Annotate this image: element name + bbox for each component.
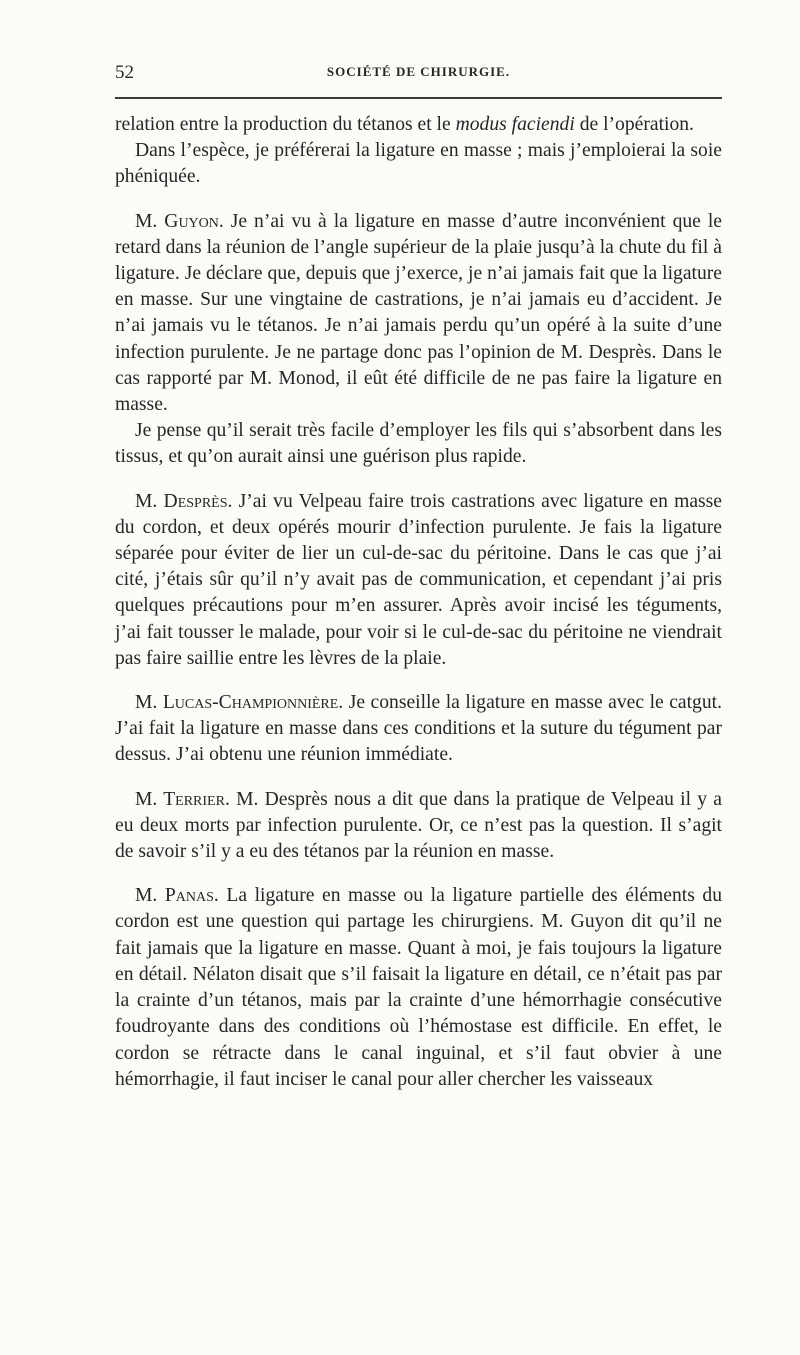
speaker-paragraph: M. Lucas-Championnière. Je conseille la ligature en masse avec le catgut. J’ai fait la ligature en masse dans ces conditions et la suture du tégument par dessus. J’ai obtenu une réunion immédiate. [115,692,722,766]
speaker-name: M. Desprès. [135,490,233,512]
speaker-paragraph: M. Desprès. J’ai vu Velpeau faire trois castrations avec ligature en masse du cordon, et deux opérés mourir d’infection purulente. Je fais la ligature séparée pour éviter de lier un cul-de-sac du péritoine. Dans le cas que j’ai cité, j’étais sûr qu’il n’y avait pas de communication, et cependant j’ai pris quelques précautions pour m’en assurer. Après avoir incisé les téguments, j’ai fait tousser le malade, pour voir si le cul-de-sac du péritoine ne viendrait pas faire saillie entre les lèvres de la plaie. [115,490,722,669]
speaker-name: M. Terrier. [135,788,230,810]
page-header [115,62,722,88]
paragraph-continuation: relation entre la production du tétanos et le modus faciendi de l’opération. [115,114,694,135]
running-title: SOCIÉTÉ DE CHIRURGIE. [326,64,511,79]
speaker-name: M. Lucas-Championnière. [135,692,344,714]
latin-phrase: modus faciendi [455,114,575,135]
speaker-paragraph: M. Guyon. Je n’ai vu à la ligature en masse d’autre inconvénient que le retard dans la réunion de l’angle supérieur de la plaie jusqu’à la chute du fil à ligature. Je déclare que, depuis que j’exerce, je n’ai jamais fait que la ligature en masse. Sur une vingtaine de castrations, je n’ai jamais eu d’accident. Je n’ai jamais vu le tétanos. Je n’ai jamais perdu qu’un opéré à la suite d’une infection purulente. Je ne partage donc pas l’opinion de M. Desprès. Dans le cas rapporté par M. Monod, il eût été difficile de ne pas faire la ligature en masse. [115,210,722,416]
page-number: 52 [115,62,134,83]
paragraph: Dans l’espèce, je préférerai la ligature en masse ; mais j’emploierai la soie phéniquée. [115,140,722,188]
paragraph: Je pense qu’il serait très facile d’employer les fils qui s’absorbent dans les tissus, et qu’on aurait ainsi une guérison plus rapide. [115,420,722,468]
speaker-name: M. Panas. [135,885,219,907]
body-text [115,112,722,1093]
speaker-paragraph: M. Terrier. M. Desprès nous a dit que dans la pratique de Velpeau il y a eu deux morts par infection purulente. Or, ce n’est pas la question. Il s’agit de savoir s’il y a eu des tétanos par la réunion en masse. [115,788,722,863]
header-rule [115,97,722,99]
speaker-paragraph: M. Panas. La ligature en masse ou la ligature partielle des éléments du cordon est une question qui partage les chirurgiens. M. Guyon dit qu’il ne fait jamais que la ligature en masse. Quant à moi, je fais toujours la ligature en détail. Nélaton disait que s’il faisait la ligature en détail, ce n’était pas par la crainte d’un tétanos, mais par la crainte d’une hémorrhagie consécutive foudroyante dans des conditions où l’hémostase est difficile. En effet, le cordon se rétracte dans le canal inguinal, et s’il faut obvier à une hémorrhagie, il faut inciser le canal pour aller chercher les vaisseaux [115,885,722,1090]
speaker-name: M. Guyon. [135,210,224,232]
